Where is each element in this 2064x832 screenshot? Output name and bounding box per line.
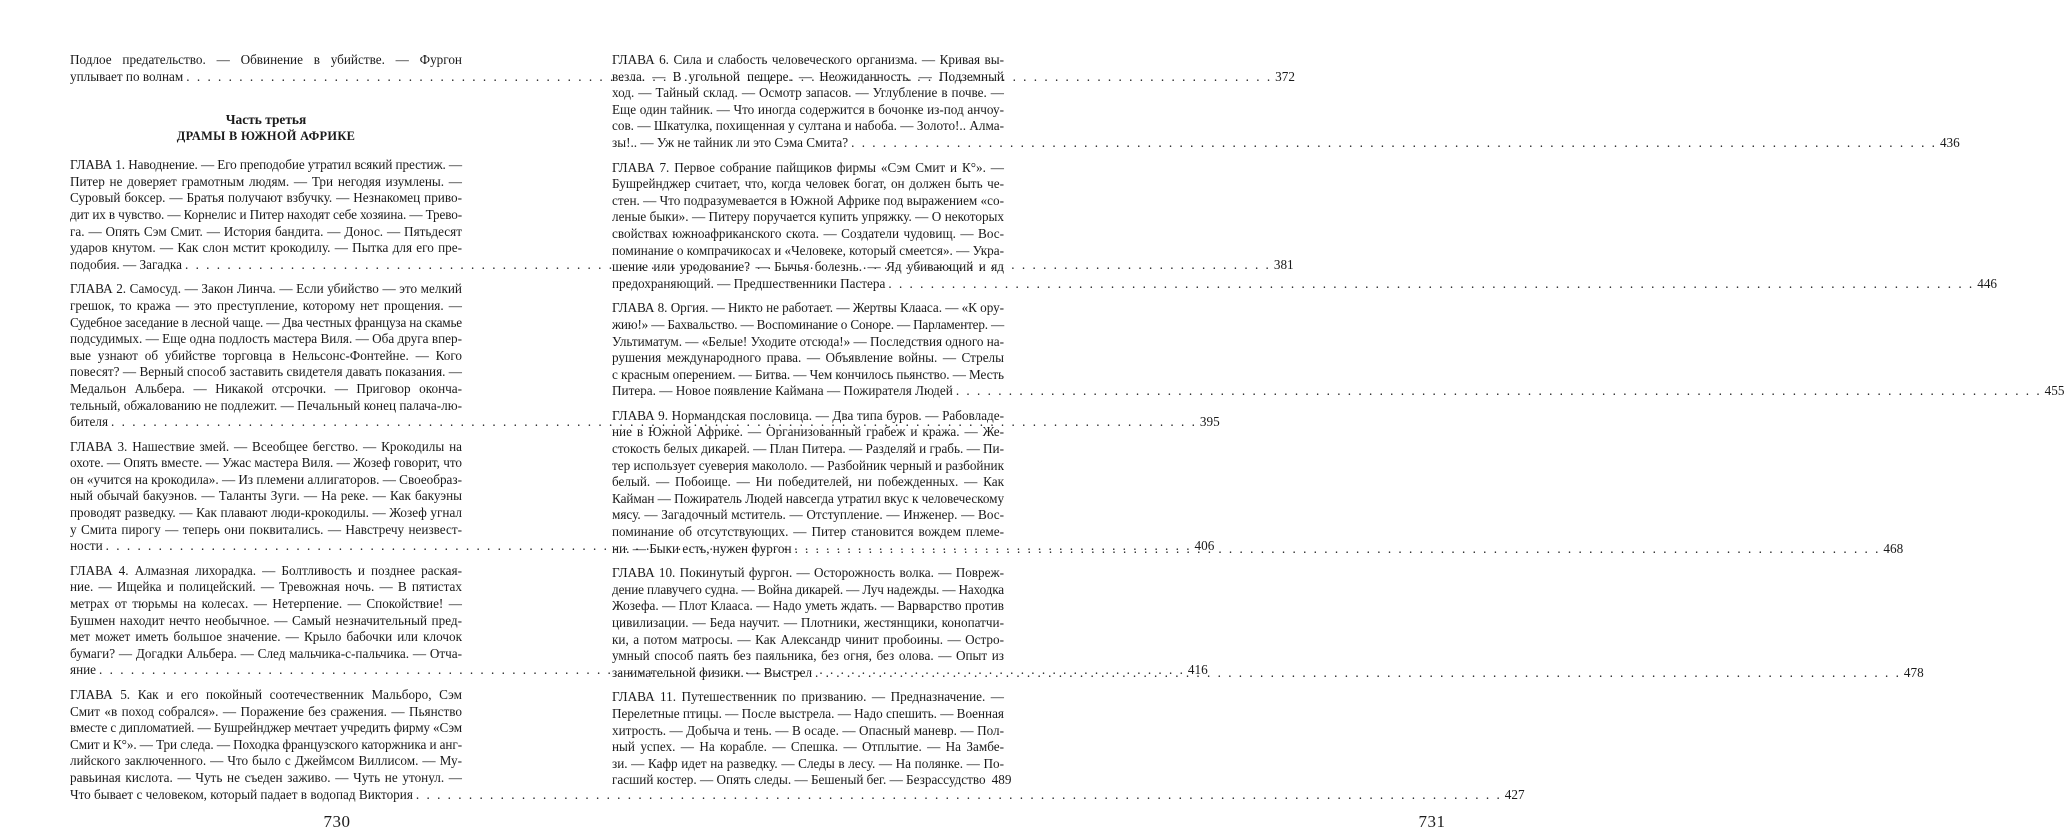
part-subtitle: ДРАМЫ В ЮЖНОЙ АФРИКЕ [176,129,356,144]
entry-line: Жозефа. — Плот Клааса. — Надо уметь ждать. — Варварство против [612,598,1004,614]
entry-line: мет может иметь большое значение. — Крыло бабочки или клочок [70,629,462,645]
dot-leader [416,787,1502,804]
page-reference: 381 [1273,256,1294,272]
entry-line: тер использует суеверия макололо. — Разбойник черный и разбойник [612,457,1004,473]
entry-line: Суровый боксер. — Братья получают взбучку. — Незнакомец приво- [70,190,462,206]
entry-line: Смит и К°». — Три следа. — Походка французского каторжника и анг- [70,736,462,752]
entry-line: поминание о компрачикосах и «Человеке, который смеется». — Укра- [612,242,1004,258]
entry-line: охоте. — Опять вместе. — Ужас мастера Виля. — Жозеф говорит, что [70,455,462,471]
toc-chapter-entry [612,689,1012,789]
entry-line: ГЛАВА 1. Наводнение. — Его преподобие утратил всякий престиж. — [70,157,462,173]
part-title: Часть третья [225,112,307,128]
entry-line: ние в Южной Африке. — Организованный грабеж и кража. — Же- [612,424,1004,440]
entry-line: Питер не доверяет грамотным людям. — Три негодяя изумлены. — [70,173,462,189]
entry-last-line [612,134,1960,152]
page-number-left: 730 [323,812,351,831]
dot-leader [815,665,1901,682]
entry-line: цивилизации. — Беда научит. — Плотники, жестянщики, конопатчи- [612,615,1004,630]
entry-line-text: Что бывает с человеком, который падает в водопад Виктория [70,786,413,802]
entry-line: он «учится на крокодила». — Из племени аллигаторов. — Своеобраз- [70,471,462,487]
page-reference: 446 [1977,275,1997,291]
entry-line: жию!» — Бахвальство. — Воспоминание о Соноре. — Парламентер. — [612,316,1004,332]
entry-line: га. — Опять Сэм Смит. — История бандита. — Донос. — Пятьдесят [70,223,462,239]
entry-line: Еще один тайник. — Что иногда содержится в бочонке из-под анчоу- [612,101,1004,117]
entry-line: стокость белых дикарей. — План Питера. — Разделяй и грабь. — Пи- [612,441,1004,457]
part-heading [70,111,462,145]
entry-line: ГЛАВА 2. Самосуд. — Закон Линча. — Если убийство — это мелкий [70,281,462,297]
entry-line-text: ности [70,538,103,554]
page-reference: 427 [1504,786,1525,802]
page-reference: 489 [991,772,1012,788]
page-reference: 478 [1903,664,1924,680]
entry-line: Смит «в поход собрался». — Поражение без сражения. — Пьянство [70,703,462,719]
entry-line-text: предохраняющий. — Предшественники Пастера [612,275,886,291]
page-reference: 455 [2044,383,2064,399]
dot-leader [795,541,1881,558]
entry-line-text: яние [70,662,97,678]
dot-leader [956,383,2042,400]
entry-line: Медальон Альбера. — Никакой отсрочки. — Приговор оконча- [70,380,462,396]
entry-line: Подлое предательство. — Обвинение в убийстве. — Фургон [70,52,462,67]
entry-line: ный обычай бакуэнов. — Таланты Зуги. — На реке. — Как бакуэны [70,488,462,504]
entry-line-text: бителя [70,414,109,430]
page-reference: 436 [1939,134,1960,150]
entry-line: ГЛАВА 6. Сила и слабость человеческого организма. — Кривая вы- [612,52,1004,67]
entry-line: шение или уродование? — Бычья болезнь. — Яд убивающий и яд [612,259,1004,275]
entry-line-text: гасший костер. — Опять следы. — Бешеный бег. — Безрассудство [612,772,986,788]
entry-line: Судебное заседание в лесной чаще. — Два честных француза на скамье [70,314,462,330]
entry-line: вместе с дипломатией. — Бушрейнджер мечтает учредить фирму «Сэм [70,720,462,736]
entry-line: с красным оперением. — Битва. — Чем кончилось пьянство. — Месть [612,366,1004,382]
entry-line-text: уплывает по волнам [70,68,184,84]
entry-line: белый. — Побоище. — Ни победителей, ни побежденных. — Как [612,474,1004,490]
entry-line: ГЛАВА 5. Как и его покойный соотечественник Мальборо, Сэм [70,687,462,702]
entry-line: умный способ паять без паяльника, без огня, без олова. — Опыт из [612,648,1004,664]
entry-line: поминание об отсутствующих. — Питер становится вождем племе- [612,524,1004,540]
entry-line: ГЛАВА 3. Нашествие змей. — Всеобщее бегство. — Крокодилы на [70,438,462,454]
entry-line: ударов кнутом. — Как слон мстит крокодилу. — Пытка для его пре- [70,240,462,256]
entry-line: мясу. — Загадочный мститель. — Отступление. — Инженер. — Вос- [612,507,1004,523]
entry-line: ный успех. — На корабле. — Спешка. — Отплытие. — На Замбе- [612,739,1004,755]
entry-line: ГЛАВА 10. Покинутый фургон. — Осторожность волка. — Повреж- [612,565,1004,581]
entry-line: равьиная кислота. — Чуть не съеден заживо. — Чуть не утонул. — [70,769,462,785]
entry-line: бумаги? — Догадки Альбера. — След мальчика-с-пальчика. — Отча- [70,645,462,661]
entry-line: леные быки». — Питеру поручается купить упряжку. — О некоторых [612,209,1004,225]
entry-line: тельный, обжалованию не подлежит. — Печальный конец палача-лю- [70,397,462,413]
page-reference: 468 [1883,540,1904,556]
entry-line-text: Питера. — Новое появление Каймана — Пожирателя Людей [612,383,953,399]
entry-line: ГЛАВА 11. Путешественник по призванию. — Предназначение. — [612,689,1004,705]
entry-line-text: зы!.. — Уж не тайник ли это Сэма Смита? [612,134,849,150]
entry-line: ки, а потом матросы. — Как Александр чинит пробоины. — Остро- [612,631,1004,647]
entry-line: стен. — Что подразумевается в Южной Африке под выражением «со- [612,192,1004,208]
entry-line: ГЛАВА 9. Нормандская пословица. — Два типа буров. — Рабовладе- [612,407,1004,423]
entry-line: ход. — Тайный склад. — Осмотр запасов. — Углубление в почве. — [612,85,1004,101]
entry-last-line [612,772,1012,789]
entry-line: Бушмен находит нечто необычное. — Самый незначительный пред- [70,612,462,628]
entry-line: метрах от тюрьмы на колесах. — Нетерпение. — Спокойствие! — [70,596,462,612]
entry-line: хитрость. — Добыча и тень. — В осаде. — Опасный маневр. — Пол- [612,722,1004,738]
entry-line: сов. — Шкатулка, похищенная у султана и набоба. — Золото!.. Алма- [612,118,1004,134]
entry-last-line [612,275,1997,293]
entry-line: грешок, то кража — это преступление, которому нет прощения. — [70,297,462,313]
entry-line: свойствах южноафриканского скота. — Создатели чудовищ. — Вос- [612,225,1004,241]
entry-line: дит их в чувство. — Корнелис и Питер находят себе хозяина. — Трево- [70,206,462,222]
entry-line: проводят разведку. — Как плавают люди-крокодилы. — Жозеф угнал [70,505,462,521]
entry-line: вые узнают об убийстве торговца в Нельсонс-Фонтейне. — Кого [70,347,462,363]
entry-line: Ультиматум. — «Белые! Уходите отсюда!» — Последствия одного на- [612,333,1004,349]
entry-line: Кайман — Пожиратель Людей навсегда утратил вкус к человеческому [612,490,1004,506]
page-reference: 406 [1194,538,1215,554]
entry-line: ние. — Ищейка и полицейский. — Тревожная ночь. — В пятистах [70,579,462,595]
entry-last-line [612,383,2064,400]
entry-line: Перелетные птицы. — После выстрела. — Надо спешить. — Военная [612,705,1004,721]
entry-line: Бушрейнджер считает, что, когда человек богат, он должен быть че- [612,176,1004,192]
entry-line: рушения международного права. — Объявление войны. — Стрелы [612,350,1004,366]
entry-line: лийского заключенного. — Что было с Джеймсом Виллисом. — Му- [70,753,462,769]
entry-line: ГЛАВА 8. Оргия. — Никто не работает. — Жертвы Клааса. — «К ору- [612,300,1004,316]
page-reference: 416 [1187,662,1208,678]
entry-line: ГЛАВА 4. Алмазная лихорадка. — Болтливость и позднее раская- [70,562,462,578]
entry-line: ГЛАВА 7. Первое собрание пайщиков фирмы «Сэм Смит и К°». — [612,159,1004,175]
entry-line: подсудимых. — Еще одна подлость мастера Виля. — Оба друга впер- [70,331,462,347]
entry-line-text: подобия. — Загадка [70,256,182,272]
page-number-right: 731 [1418,812,1446,831]
entry-line: дение плавучего судна. — Война дикарей. — Луч надежды. — Находка [612,581,1004,597]
entry-line: зи. — Кафр идет на разведку. — Следы в лесу. — На полянке. — По- [612,755,1004,771]
dot-leader [888,276,1974,293]
entry-line-text: занимательной физики. — Выстрел [612,664,813,680]
dot-leader [851,135,1937,152]
toc-chapter-entry [612,300,2064,400]
entry-line: у Смита пирогу — теперь они поквитались. — Навстречу неизвест- [70,521,462,537]
entry-line: везла. — В угольной пещере. — Неожиданность. — Подземный [612,68,1004,84]
entry-last-line [70,786,1525,804]
page-reference: 395 [1199,414,1220,430]
entry-line: повесят? — Верный способ заставить свидетеля давать показания. — [70,364,462,380]
page-reference: 372 [1275,68,1295,84]
entry-line-text: ни. — Быки есть, нужен фургон [612,540,792,556]
